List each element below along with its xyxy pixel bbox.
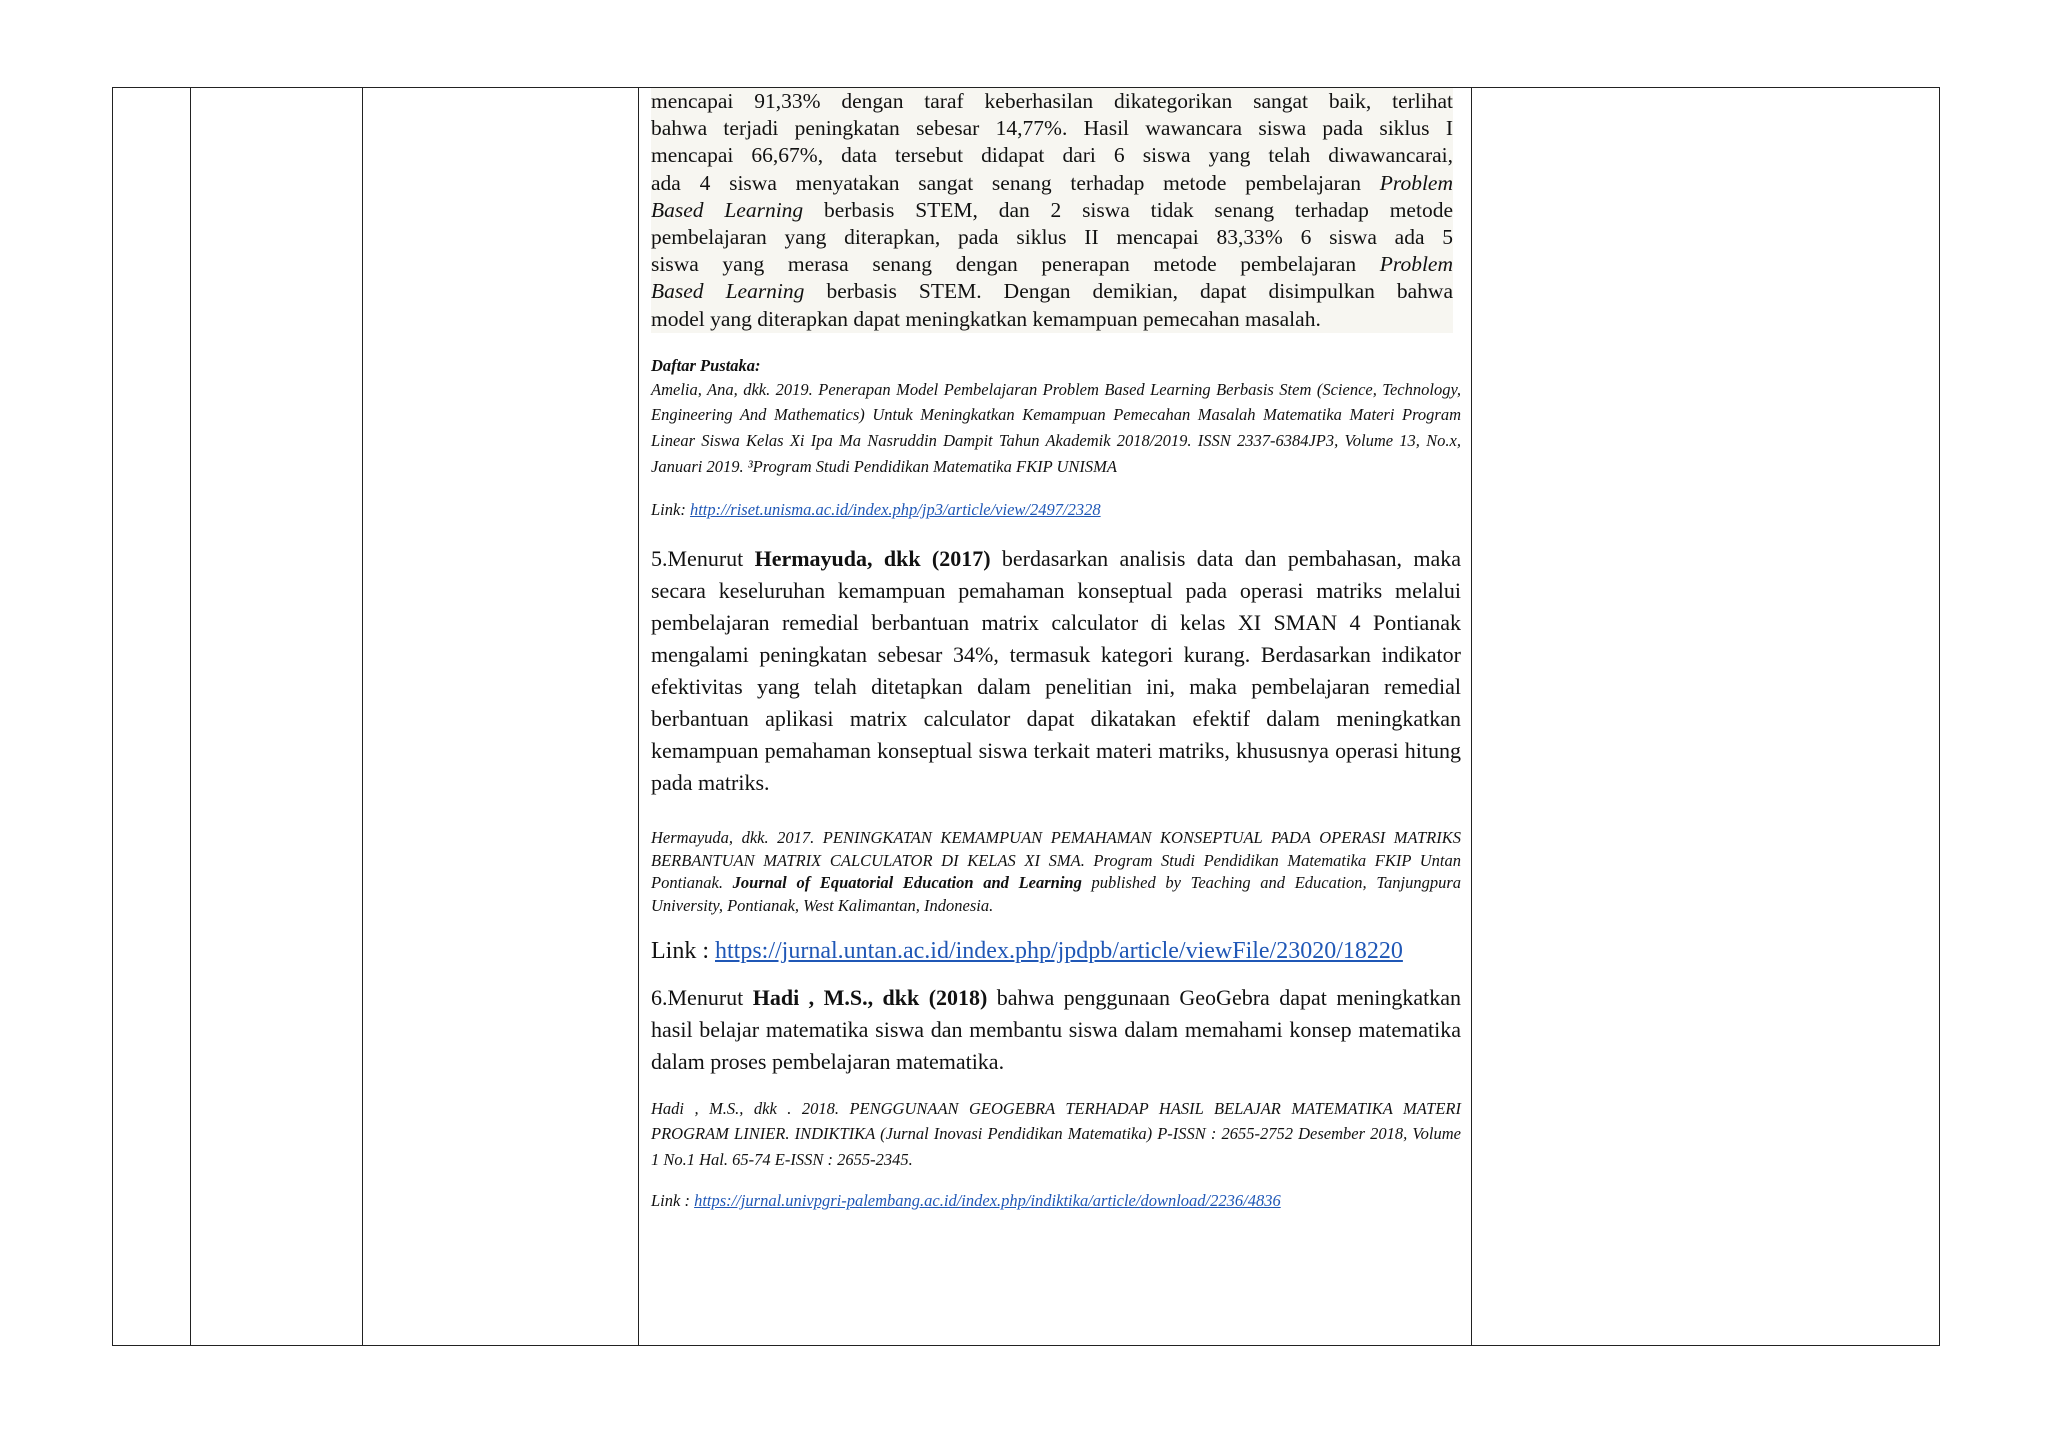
reference-hadi: Hadi , M.S., dkk . 2018. PENGGUNAAN GEOGEBRA TERHADAP HASIL BELAJAR MATEMATIKA MATERI PROGRAM LINIER. INDIKTIKA (Jurnal Inovasi Pendidikan Matematika) P-ISSN : 2655-2752 Desember 2018, Volume 1 No.1 Hal. 65-74 E-ISSN : 2655-2345. bbox=[651, 1098, 1461, 1169]
link-label: Link : bbox=[651, 937, 715, 964]
content-cell bbox=[651, 88, 1461, 1212]
item-text: bahwa penggunaan GeoGebra dapat meningkatkan hasil belajar matematika siswa dan membantu siswa dalam memahami konsep matematika dalam proses pembelajaran matematika. bbox=[651, 984, 1461, 1074]
text-line bbox=[651, 170, 1453, 197]
link-untan[interactable]: https://jurnal.untan.ac.id/index.php/jpdpb/article/viewFile/23020/18220 bbox=[715, 937, 1403, 964]
text-line bbox=[651, 278, 1453, 305]
italic-span: Problem bbox=[1379, 252, 1453, 277]
text-span: ada 4 siswa menyatakan sangat senang terhadap metode pembelajaran bbox=[651, 170, 1380, 195]
reference-hermayuda bbox=[651, 827, 1461, 917]
column-divider-2 bbox=[362, 87, 363, 1346]
item-prefix: 6.Menurut bbox=[651, 984, 753, 1010]
italic-span: Problem bbox=[1379, 170, 1453, 195]
text-line: mencapai 66,67%, data tersebut didapat dari 6 siswa yang telah diwawancarai, bbox=[651, 143, 1453, 168]
text-line bbox=[651, 197, 1453, 224]
column-divider-1 bbox=[190, 87, 191, 1346]
text-line: bahwa terjadi peningkatan sebesar 14,77%. Hasil wawancara siswa pada siklus I bbox=[651, 116, 1453, 141]
link-line-amelia bbox=[651, 499, 1461, 521]
ref-journal: Journal of Equatorial Education and Learning bbox=[732, 873, 1082, 893]
item-author: Hermayuda, dkk (2017) bbox=[754, 546, 991, 572]
item-author: Hadi , M.S., dkk (2018) bbox=[752, 984, 988, 1010]
link-label: Link: bbox=[651, 500, 690, 520]
ref-text: published by Teaching and Education, Tanjungpura University, Pontianak, West Kalimantan, Indonesia. bbox=[651, 873, 1462, 915]
item-6-paragraph bbox=[651, 982, 1461, 1078]
link-unisma[interactable]: http://riset.unisma.ac.id/index.php/jp3/article/view/2497/2328 bbox=[689, 500, 1101, 520]
link-line-hermayuda bbox=[651, 936, 1461, 966]
text-line: mencapai 91,33% dengan taraf keberhasilan dikategorikan sangat baik, terlihat bbox=[651, 89, 1453, 113]
italic-span: Based Learning bbox=[651, 279, 805, 304]
italic-span: Based Learning bbox=[651, 197, 804, 222]
item-5-paragraph bbox=[651, 543, 1461, 799]
item-prefix: 5.Menurut bbox=[651, 546, 755, 572]
reference-amelia: Amelia, Ana, dkk. 2019. Penerapan Model Pembelajaran Problem Based Learning Berbasis Stem (Science, Technology, Engineering And Mathematics) Untuk Meningkatkan Kemampuan Pemecahan Masalah Matematika Materi Program Linear Siswa Kelas Xi Ipa Ma Nasruddin Dampit Tahun Akademik 2018/2019. ISSN 2337-6384JP3, Volume 13, No.x, Januari 2019. ³Program Studi Pendidikan Matematika FKIP UNISMA bbox=[651, 379, 1461, 476]
text-line: model yang diterapkan dapat meningkatkan kemampuan pemecahan masalah. bbox=[651, 306, 1321, 331]
ref-text: Hermayuda, dkk. 2017. PENINGKATAN KEMAMPUAN PEMAHAMAN KONSEPTUAL PADA OPERASI MATRIKS BERBANTUAN MATRIX CALCULATOR DI KELAS XI SMA. Program Studi Pendidikan Matematika FKIP Untan Pontianak. bbox=[651, 828, 1461, 893]
text-line bbox=[651, 251, 1453, 278]
siklus-paragraph bbox=[651, 88, 1453, 333]
item-text: berdasarkan analisis data dan pembahasan, maka secara keseluruhan kemampuan pemahaman konseptual pada operasi matriks melalui pembelajaran remedial berbantuan matrix calculator di kelas XI SMAN 4 Pontianak mengalami peningkatan sebesar 34%, termasuk kategori kurang. Berdasarkan indikator efektivitas yang telah ditetapkan dalam penelitian ini, maka pembelajaran remedial berbantuan aplikasi matrix calculator dapat dikatakan efektif dalam meningkatkan kemampuan pemahaman konseptual siswa terkait materi matriks, khususnya operasi hitung pada matriks. bbox=[651, 546, 1462, 796]
column-divider-3 bbox=[638, 87, 639, 1346]
text-span: berbasis STEM. Dengan demikian, dapat disimpulkan bahwa bbox=[804, 279, 1453, 304]
link-line-hadi bbox=[651, 1190, 1461, 1212]
text-line: pembelajaran yang diterapkan, pada siklus II mencapai 83,33% 6 siswa ada 5 bbox=[651, 225, 1453, 250]
column-divider-4 bbox=[1471, 87, 1472, 1346]
text-span: berbasis STEM, dan 2 siswa tidak senang terhadap metode bbox=[803, 197, 1453, 222]
link-univpgri[interactable]: https://jurnal.univpgri-palembang.ac.id/index.php/indiktika/article/download/2236/4836 bbox=[694, 1191, 1281, 1211]
text-span: siswa yang merasa senang dengan penerapan metode pembelajaran bbox=[651, 252, 1380, 277]
daftar-pustaka-heading: Daftar Pustaka: bbox=[651, 355, 761, 375]
link-label: Link : bbox=[651, 1191, 695, 1211]
